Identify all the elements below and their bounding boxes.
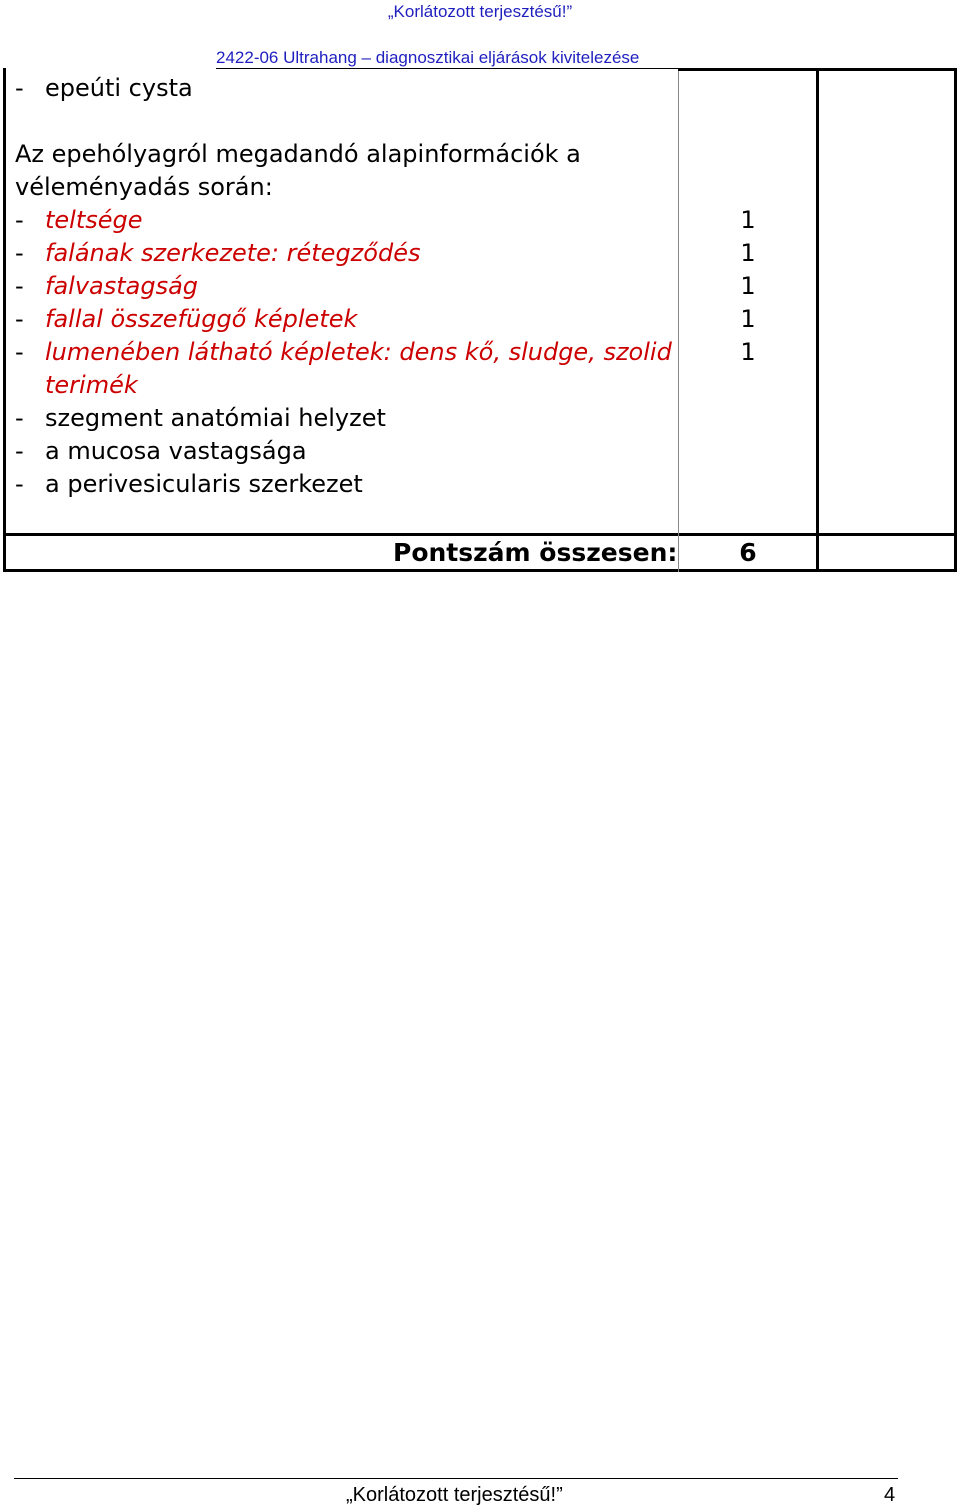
item-score: 1 — [740, 206, 756, 234]
list-item — [15, 237, 420, 270]
item-score: 1 — [740, 338, 756, 366]
table-border-bottom — [3, 569, 957, 572]
list-item-text: fallal összefüggő képletek — [45, 305, 358, 333]
list-item — [15, 468, 363, 501]
footer-rule — [14, 1478, 898, 1479]
list-item — [15, 435, 307, 468]
table-border-right — [954, 68, 957, 572]
list-bullet: - — [15, 404, 24, 432]
list-bullet: - — [15, 470, 24, 498]
list-item — [15, 303, 357, 336]
score-column-divider — [678, 68, 679, 572]
list-bullet: - — [15, 437, 24, 465]
list-item-text: a perivesicularis szerkezet — [45, 470, 363, 498]
item-score: 1 — [740, 305, 756, 333]
list-item-text: a mucosa vastagsága — [45, 437, 307, 465]
restriction-notice: „Korlátozott terjesztésű!” — [387, 2, 573, 21]
total-label: Pontszám összesen: — [393, 538, 678, 567]
list-bullet: - — [15, 206, 24, 234]
intro-line: véleményadás során: — [15, 173, 273, 201]
item-score: 1 — [740, 239, 756, 267]
list-item-text: szegment anatómiai helyzet — [45, 404, 386, 432]
list-item — [15, 402, 386, 435]
scoring-table — [3, 68, 957, 572]
list-item — [15, 204, 143, 237]
list-item-text: falvastagság — [45, 272, 199, 300]
table-border-top — [678, 68, 957, 71]
list-item-text: terimék — [45, 371, 138, 399]
page-number: 4 — [884, 1484, 896, 1506]
list-item-text: teltsége — [45, 206, 143, 234]
table-border-left — [3, 68, 6, 572]
total-value: 6 — [739, 538, 757, 567]
list-item — [15, 369, 138, 402]
list-item — [15, 270, 198, 303]
list-item-text: lumenében látható képletek: dens kő, sludge, szolid — [45, 338, 672, 366]
list-bullet: - — [15, 338, 24, 366]
intro-line: Az epehólyagról megadandó alapinformációk a — [15, 140, 581, 168]
list-item: - epeúti cysta — [15, 74, 193, 102]
points-column-divider — [816, 68, 819, 572]
list-bullet: - — [15, 239, 24, 267]
item-score: 1 — [740, 272, 756, 300]
list-bullet: - — [15, 305, 24, 333]
module-title: 2422-06 Ultrahang – diagnosztikai eljárások kivitelezése — [216, 48, 640, 67]
list-item — [15, 336, 672, 369]
list-bullet: - — [15, 272, 24, 300]
footer-restriction: „Korlátozott terjesztésű!” — [346, 1484, 563, 1506]
list-item-text: falának szerkezete: rétegződés — [45, 239, 421, 267]
